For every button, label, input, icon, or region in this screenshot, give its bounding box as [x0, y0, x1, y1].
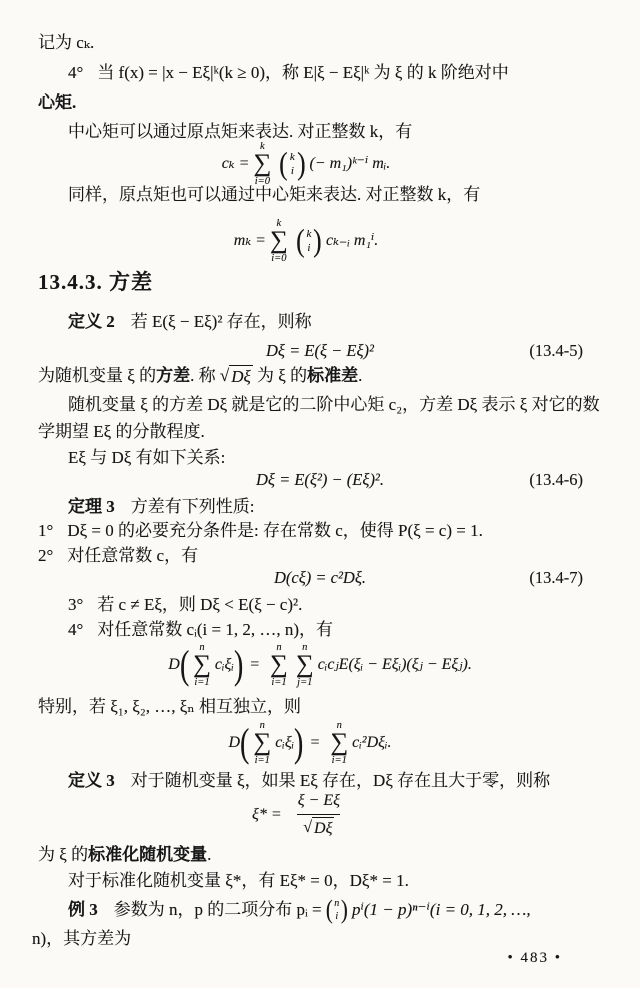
sum-lower-limit: i=1: [331, 754, 347, 766]
sum-upper-limit: n: [302, 641, 308, 653]
text-run: 记为 cₖ.: [38, 33, 95, 52]
summation: [270, 218, 288, 265]
sum-lower-limit: i=0: [271, 252, 287, 264]
left-paren-icon: (: [325, 894, 333, 924]
text-run: Eξ 与 Dξ 有如下关系:: [68, 448, 226, 467]
formula-mk-expansion: [0, 212, 626, 270]
sum-lower-limit: i=1: [194, 676, 210, 688]
equation-13-4-5: [0, 340, 640, 362]
text-run: n)，其方差为: [32, 929, 132, 948]
sum-lower-limit: j=1: [297, 676, 313, 688]
sigma-icon: ∑: [269, 227, 288, 255]
definition-label: 定义 3: [68, 771, 115, 790]
sum-upper-limit: k: [260, 140, 265, 152]
paragraph-second-central-moment-2: [38, 421, 205, 444]
right-paren-icon: ): [233, 642, 244, 687]
text-run: 学期望 Eξ 的分散程度.: [38, 422, 205, 441]
sum-argument: cᵢξᵢ: [214, 656, 234, 674]
equation-number: (13.4-5): [529, 341, 583, 360]
formula-ck-expansion: [0, 138, 626, 190]
text-run: 对任意常数 cᵢ(i = 1, 2, …, n)，有: [97, 620, 334, 639]
text-run: 中心矩可以通过原点矩来表达. 对正整数 k，有: [68, 122, 413, 141]
heading-text: 13.4.3. 方差: [38, 270, 153, 294]
text-run: 为随机变量 ξ 的: [38, 366, 157, 385]
text-run: 特别，若 ξ₁, ξ₂, …, ξₙ 相互独立，则: [38, 697, 301, 716]
right-paren-icon: ): [296, 145, 306, 182]
theorem-3: [68, 496, 254, 519]
fraction-numerator: ξ − Eξ: [297, 792, 340, 810]
definition-label: 定义 2: [68, 312, 115, 331]
example-3-continuation: [32, 928, 131, 951]
equation-number: (13.4-6): [529, 470, 583, 489]
text-run: .: [358, 366, 363, 385]
equation-body: Dξ = E(ξ²) − (Eξ)².: [255, 470, 385, 489]
text-run: 当 f(x) = |x − Eξ|ᵏ(k ≥ 0)，称 E|ξ − Eξ|ᵏ 为 ξ 的 k 阶绝对中: [97, 63, 509, 82]
item-marker: 4°: [68, 620, 84, 639]
page-number-text: • 483 •: [507, 950, 562, 966]
binom-top: k: [306, 227, 312, 240]
summation: [193, 642, 211, 689]
right-paren-icon: ): [313, 222, 322, 259]
page-number: [507, 948, 562, 968]
radical-icon: √: [219, 366, 230, 386]
property-3: [68, 594, 302, 617]
bold-term-standardized-variable: 标准化随机变量: [88, 845, 208, 864]
item-marker: 1°: [38, 521, 54, 540]
formula-rhs: cᵢ²Dξᵢ.: [352, 734, 392, 752]
text-run: 随机变量 ξ 的方差 Dξ 就是它的二阶中心矩 c₂，方差 Dξ 表示 ξ 对它的数: [68, 395, 600, 414]
text-run: 对于随机变量 ξ，如果 Eξ 存在，Dξ 存在且大于零，则称: [130, 771, 551, 790]
summation: [253, 720, 271, 767]
binom-bottom: i: [335, 911, 339, 922]
sum-argument: cᵢξᵢ: [275, 734, 295, 752]
sum-upper-limit: n: [199, 641, 205, 653]
item-4-absolute-central-moment: [68, 62, 509, 85]
formula-lhs: cₖ =: [221, 155, 250, 173]
formula-rhs: cₖ₋ᵢ m₁ⁱ.: [325, 232, 379, 250]
sum-upper-limit: k: [276, 217, 282, 229]
formula-lhs: ξ* =: [252, 806, 282, 824]
text-run: 若 c ≠ Eξ，则 Dξ < E(ξ − c)².: [97, 595, 303, 614]
text-run: 参数为 n，p 的二项分布 pᵢ =: [113, 899, 322, 919]
equation-13-4-7: [0, 567, 640, 589]
paragraph-second-central-moment-1: [68, 394, 600, 417]
binom-top: n: [334, 898, 340, 909]
property-2: [38, 545, 198, 568]
section-heading-variance: [38, 268, 153, 296]
text-run: 对任意常数 c，有: [67, 546, 199, 565]
bold-term-central-moment: [38, 92, 76, 115]
paragraph-origin-via-central: [68, 184, 480, 207]
left-paren-icon: (: [279, 145, 288, 182]
text-run: 对于标准化随机变量 ξ*，有 Eξ* = 0，Dξ* = 1.: [68, 871, 409, 890]
text-run: 若 E(ξ − Eξ)² 存在，则称: [130, 312, 312, 331]
binomial-coefficient: [295, 222, 323, 259]
binom-top: k: [289, 150, 295, 163]
sqrt-D-xi: [303, 817, 334, 840]
text-run: Dξ = 0 的必要充分条件是: 存在常数 c，使得 P(ξ = c) = 1.: [67, 521, 483, 540]
binom-bottom: i: [307, 242, 311, 254]
sigma-icon: ∑: [253, 150, 272, 178]
text-run: 同样，原点矩也可以通过中心矩来表达. 对正整数 k，有: [68, 185, 481, 204]
formula-lhs: mₖ =: [233, 232, 266, 250]
paragraph-relation-intro: [68, 447, 225, 470]
fraction: [290, 790, 348, 839]
text-run: 方差有下列性质:: [130, 497, 255, 516]
text-run: pⁱ(1 − p)ⁿ⁻ⁱ(i = 0, 1, 2, …,: [351, 899, 531, 919]
equals-sign: =: [249, 656, 261, 674]
item-marker: 2°: [38, 546, 54, 565]
text-run: .: [207, 845, 212, 864]
radicand: Dξ: [312, 817, 334, 840]
text-run: 心矩.: [38, 93, 77, 112]
formula-rhs: cᵢcⱼE(ξᵢ − Eξᵢ)(ξⱼ − Eξⱼ).: [317, 656, 472, 674]
sigma-icon: ∑: [330, 729, 349, 757]
paragraph-variance-definition: [38, 365, 362, 389]
sigma-icon: ∑: [193, 651, 211, 679]
item-marker: 3°: [68, 595, 84, 614]
right-paren-icon: ): [294, 720, 304, 765]
theorem-label: 定理 3: [68, 497, 115, 516]
sigma-icon: ∑: [253, 729, 272, 757]
text-run: 为 ξ 的: [252, 366, 308, 385]
binomial-coefficient: [278, 145, 306, 182]
binomial-coefficient: [325, 894, 349, 924]
bold-term-standard-deviation: 标准差: [307, 366, 359, 385]
right-paren-icon: ): [341, 894, 349, 924]
summation: [253, 141, 271, 188]
formula-standardized-variable: [0, 789, 620, 841]
sigma-icon: ∑: [270, 651, 288, 679]
summation: [270, 642, 288, 689]
sum-lower-limit: i=0: [254, 175, 270, 187]
sqrt-D-xi: [220, 365, 253, 389]
sum-lower-limit: i=1: [254, 754, 270, 766]
left-paren-icon: (: [240, 720, 250, 765]
fraction-denominator: [297, 814, 340, 840]
paragraph-standardized-properties: [68, 870, 409, 893]
text-run: . 称: [190, 366, 220, 385]
paragraph-cite-ck: [38, 32, 94, 55]
item-marker: 4°: [68, 63, 84, 82]
formula-lhs: D: [228, 734, 241, 752]
formula-variance-linear-combination: [0, 638, 640, 692]
equation-13-4-6: [0, 469, 640, 491]
equation-body: D(cξ) = c²Dξ.: [273, 568, 367, 587]
formula-variance-independent-sum: [0, 716, 630, 770]
property-1: [38, 520, 483, 543]
binom-bottom: i: [290, 165, 294, 177]
bold-term-variance: 方差: [156, 366, 191, 385]
equation-number: (13.4-7): [529, 568, 583, 587]
formula-lhs: D: [168, 656, 180, 674]
left-paren-icon: (: [295, 222, 305, 259]
sum-upper-limit: n: [336, 719, 342, 731]
example-label: 例 3: [68, 899, 98, 919]
left-paren-icon: (: [179, 642, 190, 687]
radical-icon: √: [303, 819, 313, 836]
radicand: Dξ: [229, 365, 253, 389]
equals-sign: =: [309, 734, 321, 752]
example-3: [68, 892, 531, 928]
text-run: 为 ξ 的: [38, 845, 89, 864]
sigma-icon: ∑: [295, 651, 314, 679]
formula-rhs: (− m₁)ᵏ⁻ⁱ mᵢ.: [309, 155, 391, 173]
summation: [330, 720, 348, 767]
summation: [296, 642, 314, 689]
sum-upper-limit: n: [276, 641, 282, 653]
equation-body: Dξ = E(ξ − Eξ)²: [266, 341, 374, 360]
paragraph-standardized-term: [38, 844, 211, 867]
sum-lower-limit: i=1: [271, 676, 287, 688]
sum-upper-limit: n: [259, 719, 265, 731]
definition-2: [68, 311, 312, 334]
